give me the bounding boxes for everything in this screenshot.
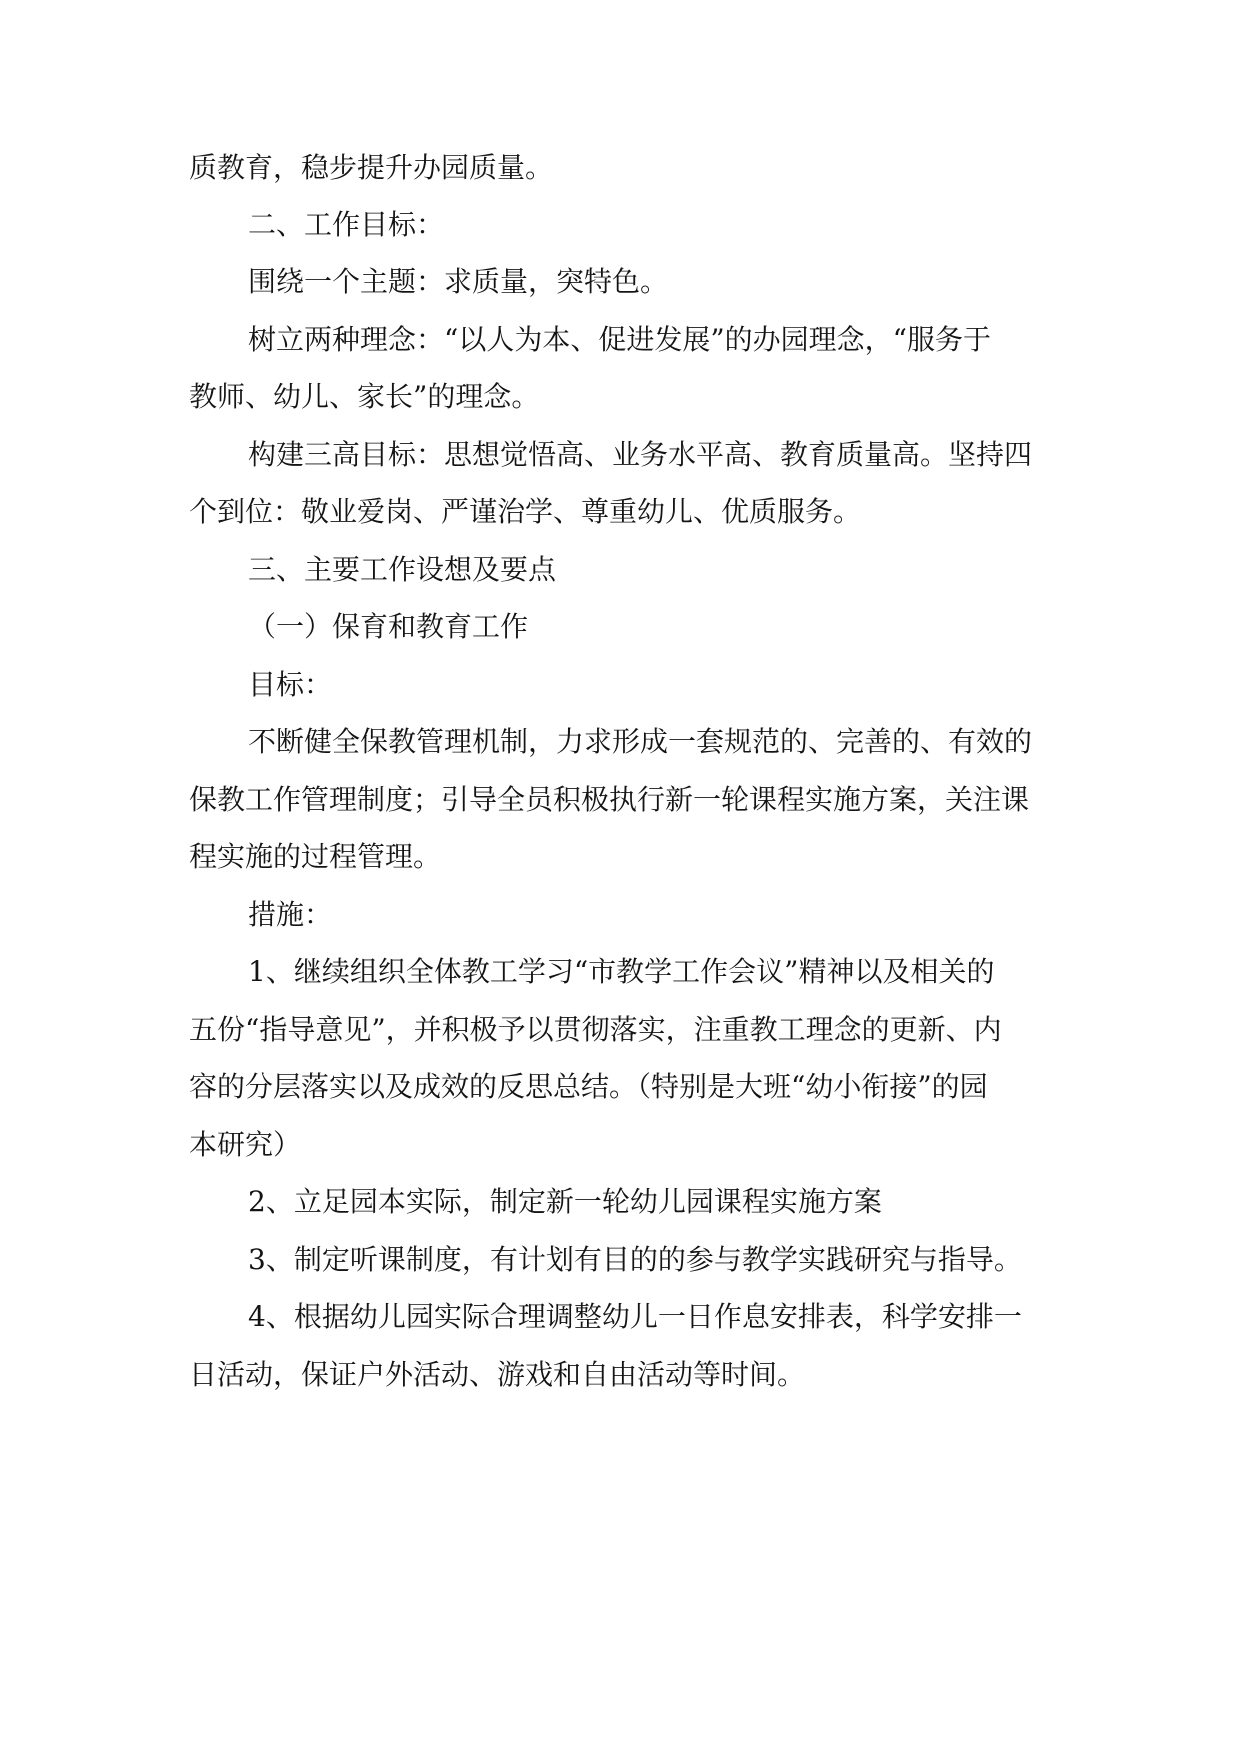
section-heading: 三、主要工作设想及要点 (248, 553, 557, 586)
text-line: 程实施的过程管理。 (189, 840, 442, 873)
text-line: 质教育，稳步提升办园质量。 (189, 151, 554, 184)
text-line: 3、制定听课制度，有计划有目的的参与教学实践研究与指导。 (248, 1243, 1022, 1276)
section-heading: 二、工作目标： (248, 208, 445, 241)
text-line: 4、根据幼儿园实际合理调整幼儿一日作息安排表，科学安排一 (248, 1300, 1022, 1333)
text-line: 1、继续组织全体教工学习“市教学工作会议”精神以及相关的 (248, 955, 995, 988)
text-line: 保教工作管理制度；引导全员积极执行新一轮课程实施方案，关注课 (189, 783, 1030, 816)
text-line: 2、立足园本实际，制定新一轮幼儿园课程实施方案 (248, 1185, 882, 1218)
text-line: 围绕一个主题：求质量，突特色。 (248, 265, 669, 298)
subsection-heading: （一）保育和教育工作 (248, 610, 529, 643)
text-line: 容的分层落实以及成效的反思总结。（特别是大班“幼小衔接”的园 (189, 1070, 988, 1103)
text-line: 教师、幼儿、家长”的理念。 (189, 380, 540, 413)
text-line: 构建三高目标：思想觉悟高、业务水平高、教育质量高。坚持四 (248, 438, 1033, 471)
text-line: 本研究） (189, 1128, 302, 1161)
text-line: 不断健全保教管理机制，力求形成一套规范的、完善的、有效的 (248, 725, 1033, 758)
text-line: 目标： (248, 668, 333, 701)
text-line: 五份“指导意见”，并积极予以贯彻落实，注重教工理念的更新、内 (189, 1013, 1002, 1046)
text-line: 树立两种理念：“以人为本、促进发展”的办园理念，“服务于 (248, 323, 991, 356)
text-line: 措施： (248, 898, 333, 931)
text-line: 个到位：敬业爱岗、严谨治学、尊重幼儿、优质服务。 (189, 495, 862, 528)
text-line: 日活动，保证户外活动、游戏和自由活动等时间。 (189, 1358, 806, 1391)
